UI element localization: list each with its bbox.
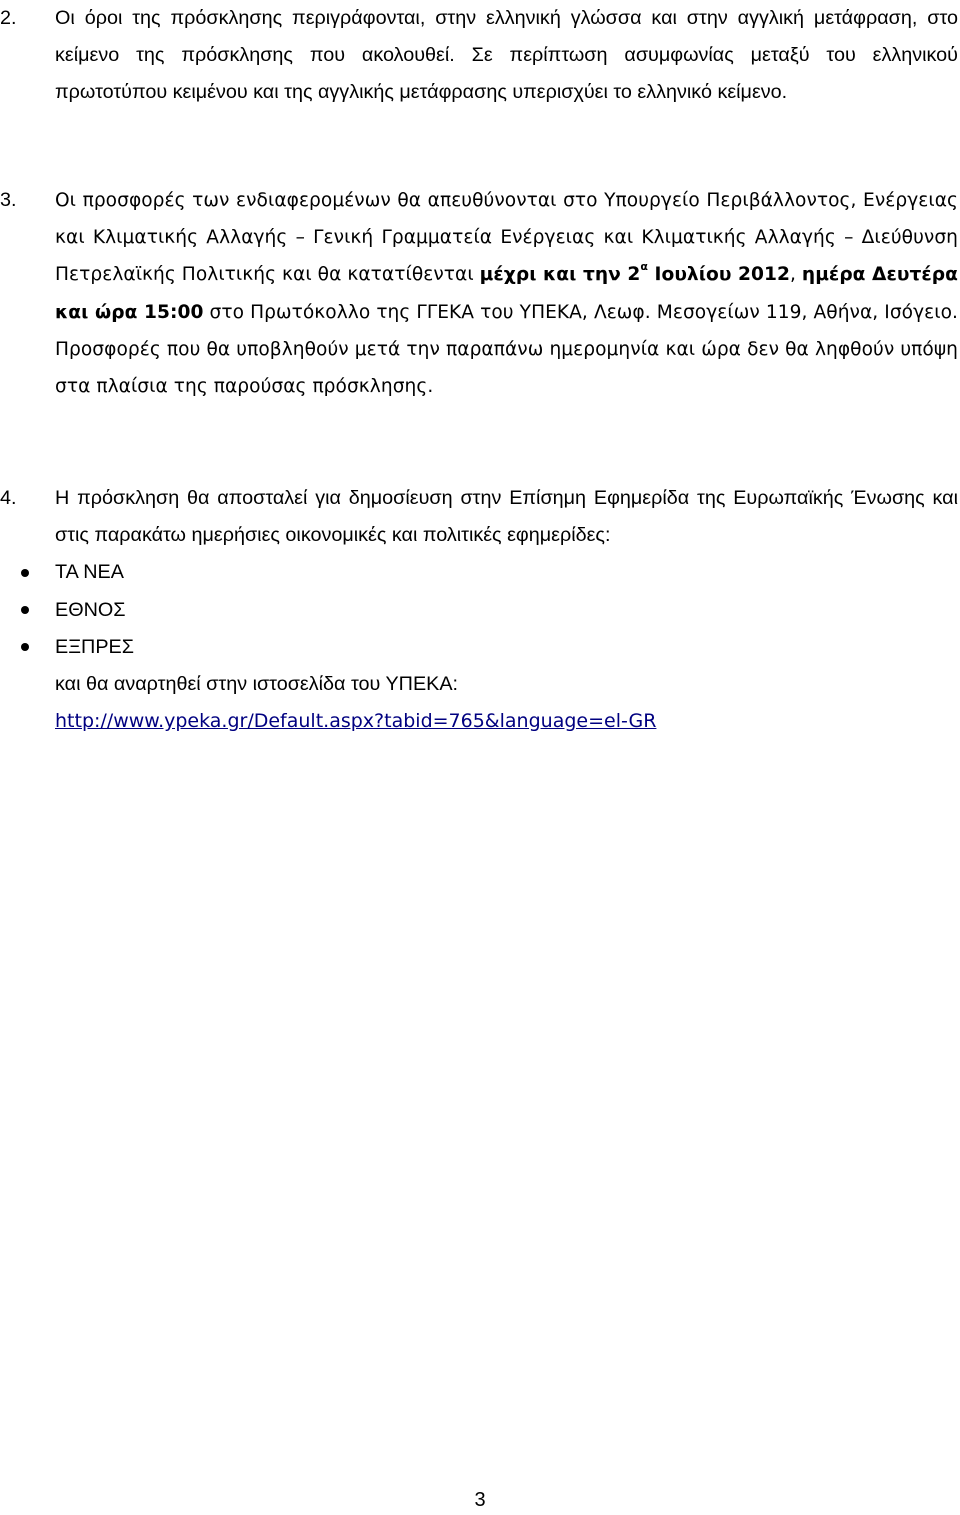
website-link[interactable]: http://www.ypeka.gr/Default.aspx?tabid=765&language=el-GR (55, 710, 657, 733)
deadline-date: μέχρι και την $2^\alpha$ Ιουλίου 2012 (479, 260, 790, 286)
bullet-icon (21, 606, 29, 614)
clause-number: 3. (0, 189, 17, 211)
clause-text (55, 182, 958, 405)
clause-number: 2. (0, 7, 17, 29)
list-item (0, 629, 958, 666)
newspaper-name: ΕΞΠΡΕΣ (55, 635, 134, 658)
ordinal-superscript: α (640, 260, 648, 274)
website-intro: και θα αναρτηθεί στην ιστοσελίδα του ΥΠΕΚΑ: (55, 673, 459, 696)
website-line (55, 703, 958, 740)
clause-text: Οι όροι της πρόσκλησης περιγράφονται, στην ελληνική γλώσσα και στην αγγλική μετάφραση, στο κείμενο της πρόσκλησης που ακολουθεί. Σε περίπτωση ασυμφωνίας μεταξύ του ελληνικού πρωτοτύπου κειμένου και της αγγλικής μετάφρασης υπερισχύει το ελληνικό κείμενο. (55, 7, 958, 104)
newspaper-name: ΤΑ ΝΕΑ (55, 561, 124, 584)
newspaper-name: ΕΘΝΟΣ (55, 598, 126, 621)
clause-3 (0, 182, 958, 405)
page-number: 3 (474, 1489, 486, 1511)
list-item (0, 554, 958, 591)
clause-text-rest: στο Πρωτόκολλο της ΓΓΕΚΑ του ΥΠΕΚΑ, Λεωφ. Μεσογείων 119, Αθήνα, Ισόγειο. Προσφορές που θα υποβληθούν μετά την παραπάνω ημερομηνία και ώρα δεν θα ληφθούν υπόψη στα πλαίσια της παρούσας πρόσκλησης. (55, 301, 958, 398)
clause-2 (0, 0, 958, 112)
separator-comma: , (789, 264, 802, 286)
clause-number: 4. (0, 487, 17, 509)
bullet-icon (21, 569, 29, 577)
clause-4 (0, 480, 958, 740)
clause-text: Η πρόσκληση θα αποσταλεί για δημοσίευση στην Επίσημη Εφημερίδα της Ευρωπαϊκής Ένωσης και στις παρακάτω ημερήσιες οικονομικές και πολιτικές εφημερίδες: (55, 487, 958, 547)
bullet-icon (21, 643, 29, 651)
list-item (0, 592, 958, 629)
newspaper-list (0, 554, 958, 666)
deadline-day-time: ημέρα Δευτέρα και ώρα 15:00 (55, 264, 958, 323)
clause-text-intro: Οι προσφορές των ενδιαφερομένων θα απευθύνονται στο Υπουργείο Περιβάλλοντος, Ενέργειας και Κλιματικής Αλλαγής – Γενική Γραμματεία Ενέργειας και Κλιματικής Αλλαγής – Διεύθυνση Πετρελαϊκής Πολιτικής και θα κατατίθενται (55, 190, 958, 286)
